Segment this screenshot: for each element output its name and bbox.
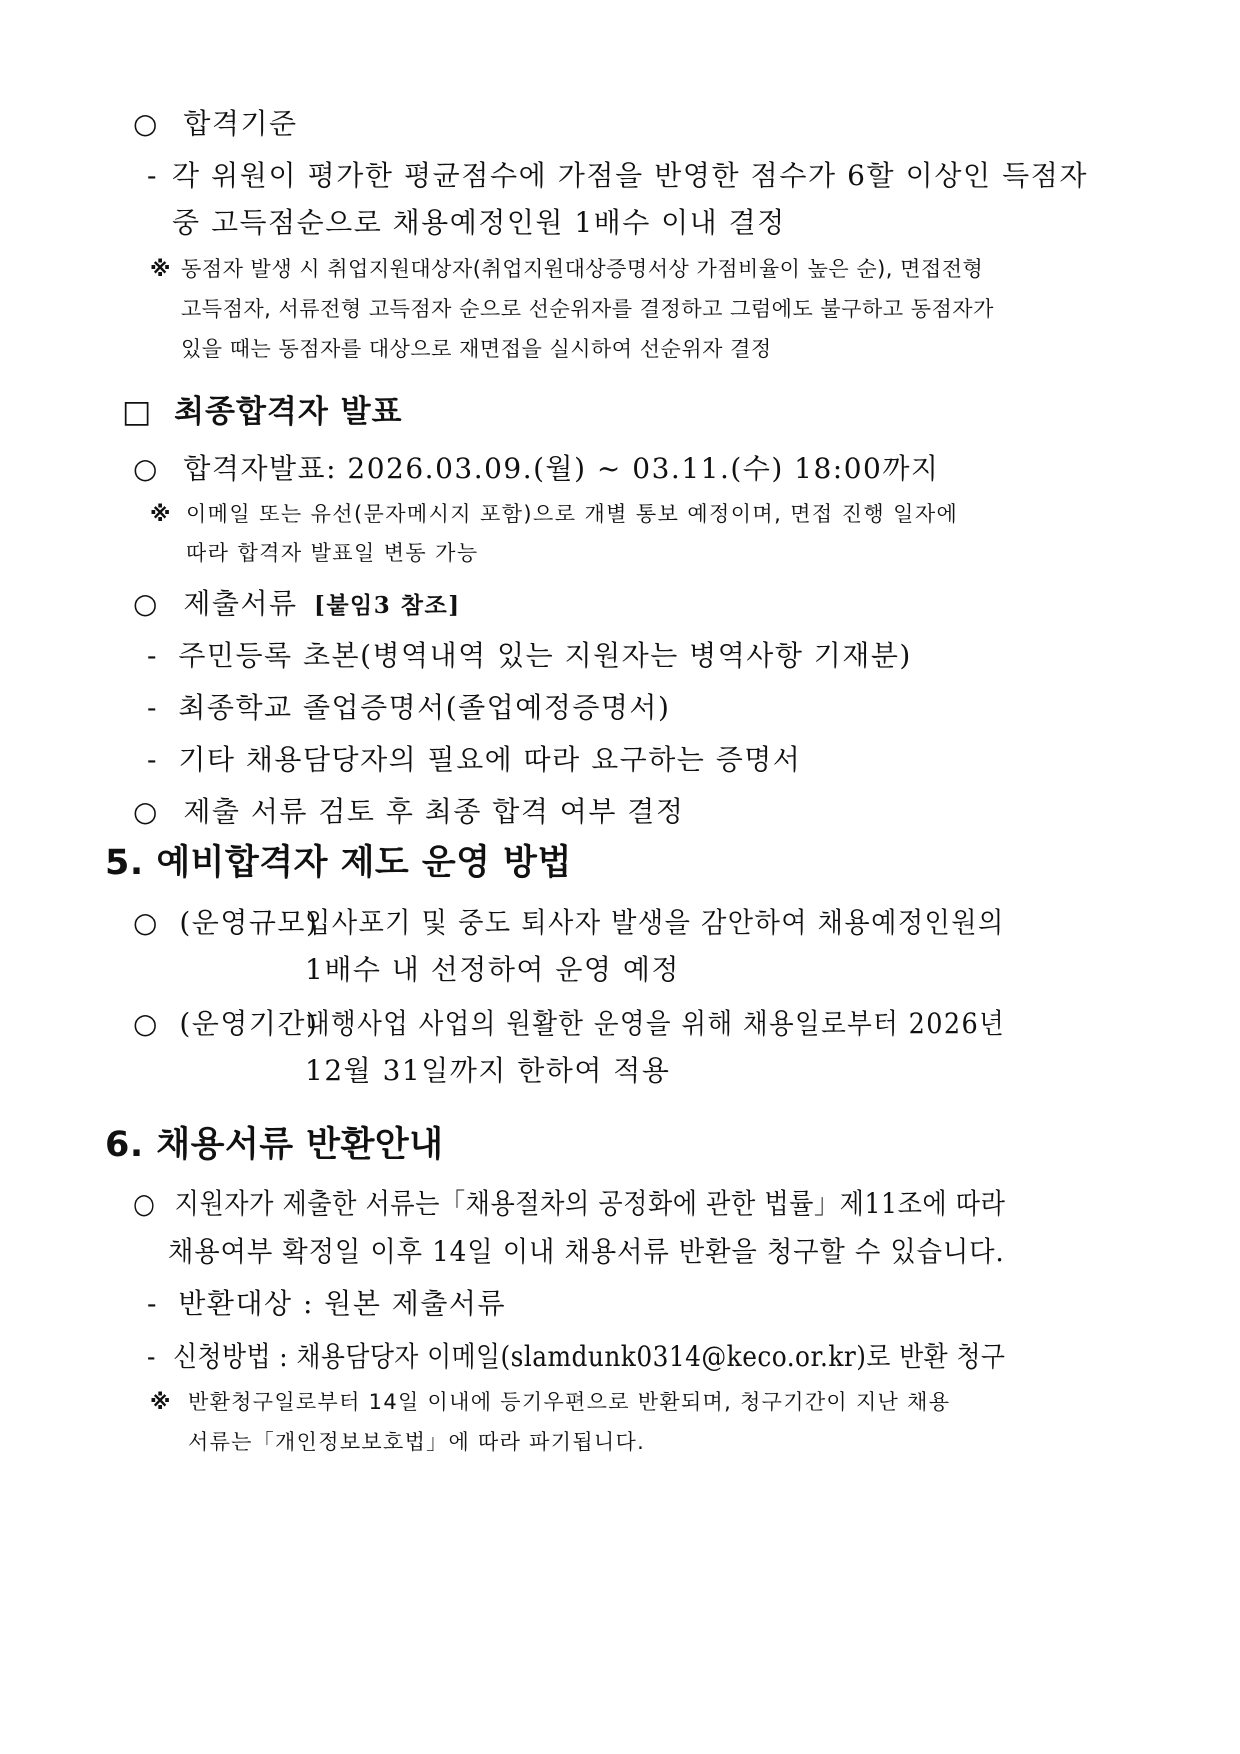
section5-item-line2: 1배수 내 선정하여 운영 예정	[305, 953, 680, 986]
doc-item	[147, 691, 671, 724]
doc-item	[147, 639, 912, 672]
dash: -	[147, 1340, 156, 1373]
criteria-text: 각 위원이 평가한 평균점수에 가점을 반영한 점수가 6할 이상인 득점자	[172, 159, 1089, 192]
section5-item-line1: 대행사업 사업의 원활한 운영을 위해 채용일로부터 2026년	[305, 1007, 1006, 1040]
docs-reference: [붙임3 참조]	[313, 592, 461, 619]
criteria-note-line2: 고득점자, 서류전형 고득점자 순으로 선순위자를 결정하고 그럼에도 불구하고 동점자가	[181, 297, 994, 321]
section5-item-line2: 12월 31일까지 한하여 적용	[305, 1054, 671, 1087]
criteria-heading: 합격기준	[183, 107, 298, 140]
announce-note-line2: 따라 합격자 발표일 변동 가능	[186, 541, 479, 565]
circle-bullet-icon: ○	[133, 906, 159, 939]
doc-item-text: 주민등록 초본(병역내역 있는 지원자는 병역사항 기재분)	[178, 639, 912, 672]
section5-title: 5. 예비합격자 제도 운영 방법	[105, 843, 572, 883]
circle-bullet-icon: ○	[133, 1187, 157, 1220]
section5-item	[133, 906, 319, 939]
docs-heading: 제출서류	[183, 587, 298, 620]
dash: -	[147, 691, 158, 724]
return-target	[147, 1287, 506, 1320]
criteria-note-line3: 있을 때는 동점자를 대상으로 재면접을 실시하여 선순위자 결정	[181, 337, 772, 361]
dash: -	[147, 639, 158, 672]
section6-note-line1: 반환청구일로부터 14일 이내에 등기우편으로 반환되며, 청구기간이 지난 채용	[188, 1390, 951, 1414]
doc-item-text: 기타 채용담당자의 필요에 따라 요구하는 증명서	[178, 743, 802, 776]
doc-item-text: 최종학교 졸업증명서(졸업예정증명서)	[178, 691, 671, 724]
criteria-text-line1	[172, 159, 1089, 192]
announce-note-line1: 이메일 또는 유선(문자메시지 포함)으로 개별 통보 예정이며, 면접 진행 일자에	[186, 502, 959, 526]
announce-line	[133, 452, 940, 485]
dash: -	[147, 1287, 158, 1320]
circle-bullet-icon: ○	[133, 1007, 159, 1040]
docs-heading-line	[133, 587, 461, 620]
reference-mark-icon: ※	[150, 502, 171, 526]
section6-text: 지원자가 제출한 서류는「채용절차의 공정화에 관한 법률」제11조에 따라	[174, 1187, 1006, 1220]
circle-bullet-icon: ○	[133, 587, 159, 620]
section5-item	[133, 1007, 319, 1040]
doc-item	[147, 743, 802, 776]
criteria-note-line1: 동점자 발생 시 취업지원대상자(취업지원대상증명서상 가점비율이 높은 순), 면접전형	[181, 257, 984, 281]
section6-line1	[133, 1187, 1006, 1220]
return-target-text: 반환대상 : 원본 제출서류	[178, 1287, 506, 1320]
section6-note-line2: 서류는「개인정보보호법」에 따라 파기됩니다.	[188, 1430, 646, 1454]
item-label: (운영기간)	[179, 1007, 319, 1040]
return-method	[147, 1340, 1006, 1373]
reference-mark-icon: ※	[150, 257, 171, 281]
item-label: (운영규모)	[179, 906, 319, 939]
review-line	[133, 795, 685, 828]
circle-bullet-icon: ○	[133, 107, 159, 140]
square-box-icon: □	[122, 394, 153, 430]
final-announce-title: 최종합격자 발표	[174, 394, 403, 430]
announce-date: 합격자발표: 2026.03.09.(월) ~ 03.11.(수) 18:00까지	[183, 452, 940, 485]
section6-title: 6. 채용서류 반환안내	[105, 1125, 444, 1165]
criteria-text-line2: 중 고득점순으로 채용예정인원 1배수 이내 결정	[172, 206, 786, 239]
section5-item-line1: 입사포기 및 중도 퇴사자 발생을 감안하여 채용예정인원의	[305, 906, 1005, 939]
circle-bullet-icon: ○	[133, 452, 159, 485]
criteria-heading-line	[133, 107, 298, 140]
return-method-text: 신청방법 : 채용담당자 이메일(slamdunk0314@keco.or.kr)로 반환 청구	[173, 1340, 1006, 1373]
section6-line2: 채용여부 확정일 이후 14일 이내 채용서류 반환을 청구할 수 있습니다.	[168, 1235, 1005, 1268]
criteria-dash: -	[147, 159, 158, 192]
reference-mark-icon: ※	[150, 1390, 171, 1414]
review-text: 제출 서류 검토 후 최종 합격 여부 결정	[183, 795, 685, 828]
circle-bullet-icon: ○	[133, 795, 159, 828]
final-announce-heading	[122, 394, 403, 430]
dash: -	[147, 743, 158, 776]
